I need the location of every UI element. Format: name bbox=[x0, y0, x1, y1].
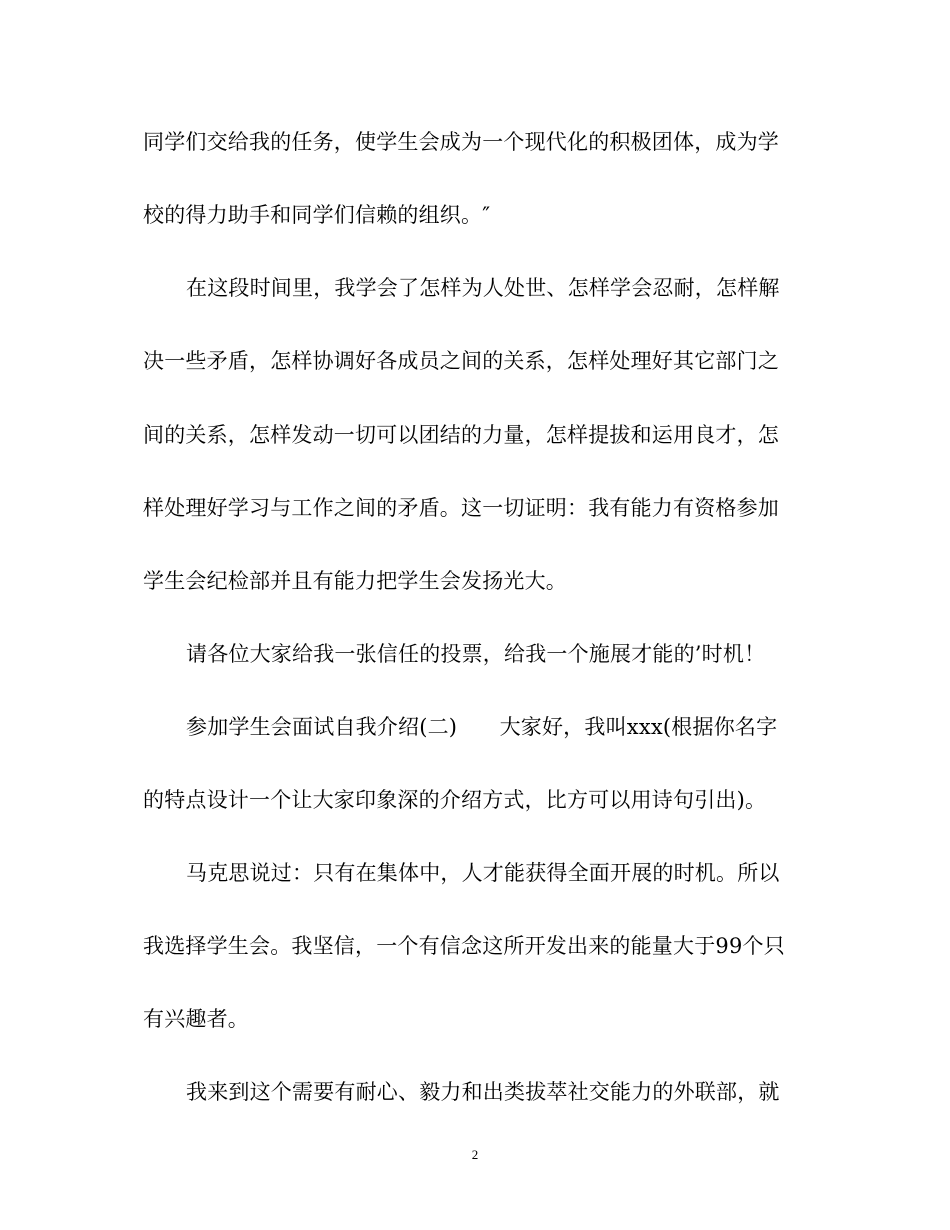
text-line: 请各位大家给我一张信任的投票，给我一个施展才能的’时机！ bbox=[186, 642, 766, 666]
text-line: 马克思说过：只有在集体中，人才能获得全面开展的时机。所以 bbox=[186, 861, 780, 885]
text-line: 在这段时间里，我学会了怎样为人处世、怎样学会忍耐，怎样解 bbox=[186, 276, 780, 300]
text-line: 有兴趣者。 bbox=[143, 1007, 249, 1031]
text-line: 参加学生会面试自我介绍(二) 大家好，我叫xxx(根据你名字 bbox=[186, 715, 778, 739]
text-line: 决一些矛盾，怎样协调好各成员之间的关系，怎样处理好其它部门之 bbox=[143, 349, 779, 373]
text-line: 的特点设计一个让大家印象深的介绍方式，比方可以用诗句引出)。 bbox=[143, 788, 767, 812]
text-line: 校的得力助手和同学们信赖的组织。″ bbox=[143, 203, 491, 227]
text-line: 同学们交给我的任务，使学生会成为一个现代化的积极团体，成为学 bbox=[143, 130, 779, 154]
text-line: 学生会纪检部并且有能力把学生会发扬光大。 bbox=[143, 569, 567, 593]
text-line: 样处理好学习与工作之间的矛盾。这一切证明：我有能力有资格参加 bbox=[143, 496, 779, 520]
text-line: 间的关系，怎样发动一切可以团结的力量，怎样提拔和运用良才，怎 bbox=[143, 423, 779, 447]
page-number: 2 bbox=[471, 1147, 479, 1162]
text-line: 我选择学生会。我坚信，一个有信念这所开发出来的能量大于99个只 bbox=[143, 934, 785, 958]
text-line: 我来到这个需要有耐心、毅力和出类拔萃社交能力的外联部，就 bbox=[186, 1080, 780, 1104]
